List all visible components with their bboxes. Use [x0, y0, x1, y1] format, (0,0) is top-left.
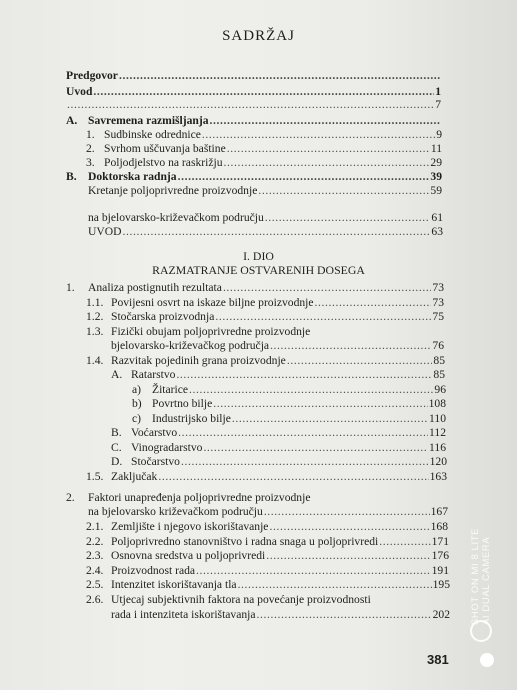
toc-entry-page: 108	[428, 397, 446, 410]
toc-entry-page: 29	[430, 156, 442, 169]
toc-entry-number: 1.5.	[86, 470, 104, 483]
toc-entry-page: 167	[430, 505, 448, 518]
toc-entry-title: Sudbinske odrednice	[104, 128, 201, 141]
toc-entry-title: Proizvodnost rada	[111, 564, 196, 577]
toc-entry-page: 61	[431, 211, 443, 224]
toc-entry-page: 195	[432, 578, 450, 591]
dot-leader	[257, 608, 432, 622]
toc-entry-title: Fizički obujam poljoprivredne proizvodnje	[111, 325, 311, 338]
dot-leader	[265, 211, 431, 225]
dot-leader	[258, 184, 429, 198]
toc-entry-page: 63	[431, 225, 443, 238]
toc-entry	[86, 325, 444, 339]
toc-entry	[86, 296, 444, 310]
toc-entry	[86, 593, 450, 607]
toc-entry	[86, 128, 442, 142]
dot-leader	[223, 281, 431, 295]
toc-entry-title: Svrhom uščuvanja baštine	[104, 142, 226, 155]
toc-entry-number: D.	[111, 455, 123, 468]
toc-entry	[86, 520, 448, 534]
toc-entry-title: Kretanje poljoprivredne proizvodnje	[88, 184, 258, 197]
toc-entry-title: Stočarstvo	[131, 455, 180, 468]
toc-entry	[88, 505, 448, 519]
part-heading: RAZMATRANJE OSTVARENIH DOSEGA	[152, 263, 365, 277]
toc-entry-title: Intenzitet iskorištavanja tla	[111, 578, 237, 591]
toc-entry	[111, 455, 447, 469]
toc-entry-title: Zaključak	[111, 470, 158, 483]
toc-entry-page: 73	[432, 281, 444, 294]
part-heading: I. DIO	[243, 249, 274, 263]
toc-entry-number: c)	[132, 412, 142, 425]
toc-entry	[66, 98, 441, 112]
dot-leader	[264, 505, 430, 519]
dot-leader	[67, 98, 434, 112]
toc-entry-number: B.	[111, 426, 122, 439]
toc-entry-number: 2.	[86, 142, 95, 155]
dot-leader	[178, 426, 428, 440]
toc-entry-number: 1.4.	[86, 354, 104, 367]
toc-entry-page: 11	[430, 142, 442, 155]
toc-entry-page: 85	[433, 354, 445, 367]
toc-entry	[66, 69, 441, 83]
dot-leader	[238, 578, 432, 592]
toc-entry	[88, 225, 443, 239]
dot-leader	[210, 114, 440, 128]
toc-entry-number: 1.1.	[86, 296, 104, 309]
toc-entry-number: B.	[66, 170, 77, 183]
toc-entry-title: Povrtno bilje	[152, 397, 213, 410]
toc-entry	[86, 354, 445, 368]
dot-leader	[176, 368, 432, 382]
dot-leader	[266, 549, 430, 563]
toc-entry-title: Analiza postignutih rezultata	[88, 281, 222, 294]
toc-entry-page: 191	[431, 564, 449, 577]
dot-leader	[379, 535, 430, 549]
toc-entry	[111, 426, 446, 440]
watermark-text: SHOT ON MI 8 LITE AI DUAL CAMERA	[470, 527, 492, 625]
dot-leader	[269, 520, 429, 534]
toc-entry-title: Stočarska proizvodnja	[111, 310, 215, 323]
toc-entry	[86, 156, 442, 170]
toc-entry-number: C.	[111, 441, 122, 454]
toc-entry-title: Ratarstvo	[131, 368, 176, 381]
toc-entry-title: Poljodjelstvo na raskrižju	[104, 156, 223, 169]
dot-leader	[213, 397, 427, 411]
toc-entry	[111, 608, 450, 622]
dot-leader	[119, 69, 440, 83]
toc-entry	[66, 491, 447, 505]
toc-entry-title: Predgovor	[66, 69, 118, 82]
light-dot-icon	[480, 653, 494, 667]
toc-entry-title: Žitarice	[152, 383, 189, 396]
toc-entry-title: UVOD	[88, 225, 122, 238]
toc-entry-page: 116	[429, 441, 446, 454]
dot-leader	[287, 354, 433, 368]
toc-entry-title: Povijesni osvrt na iskaze biljne proizvodnje	[111, 296, 314, 309]
dot-leader	[203, 441, 428, 455]
toc-entry	[66, 114, 441, 128]
toc-entry-page: 171	[431, 535, 449, 548]
toc-entry-number: 1.	[66, 281, 75, 294]
dot-leader	[224, 156, 430, 170]
toc-entry	[66, 170, 442, 184]
page-title: SADRŽAJ	[222, 28, 295, 44]
dot-leader	[181, 455, 429, 469]
toc-entry-title: na bjelovarsko križevačkom području	[88, 505, 263, 518]
toc-entry	[66, 85, 441, 99]
toc-entry-title: Utjecaj subjektivnih faktora na povećanje proizvodnosti	[111, 593, 371, 606]
toc-entry	[86, 549, 449, 563]
dot-leader	[196, 564, 431, 578]
toc-entry-number: a)	[132, 383, 142, 396]
toc-entry	[66, 281, 444, 295]
dot-leader	[232, 412, 428, 426]
toc-entry	[86, 470, 447, 484]
toc-entry-page: 110	[429, 412, 446, 425]
toc-entry-number: 2.5.	[86, 578, 104, 591]
dot-leader	[227, 142, 430, 156]
toc-entry-page: 163	[429, 470, 447, 483]
toc-entry-number: 2.3.	[86, 549, 104, 562]
toc-entry-page: 85	[433, 368, 445, 381]
toc-entry	[111, 368, 445, 382]
toc-entry	[132, 397, 446, 411]
toc-entry-page: 168	[430, 520, 448, 533]
toc-entry-page: 59	[430, 184, 442, 197]
dot-leader	[189, 383, 433, 397]
toc-entry-page: 73	[432, 296, 444, 309]
dot-leader	[202, 128, 435, 142]
toc-entry-number: 2.1.	[86, 520, 104, 533]
dot-leader	[93, 85, 434, 99]
toc-entry	[132, 383, 446, 397]
toc-entry-title: rada i intenziteta iskorištavanja	[111, 608, 256, 621]
toc-entry-number: A.	[111, 368, 123, 381]
toc-entry-number: b)	[132, 397, 142, 410]
dot-leader	[270, 339, 431, 353]
toc-entry	[86, 535, 449, 549]
toc-entry-page: 96	[434, 383, 446, 396]
toc-entry-page: 76	[432, 339, 444, 352]
page-number: 381	[427, 652, 449, 667]
toc-entry	[86, 564, 449, 578]
dot-leader	[123, 225, 431, 239]
toc-entry-title: Uvod	[66, 85, 93, 98]
toc-entry-number: 3.	[86, 156, 95, 169]
toc-entry-title: Osnovna sredstva u poljoprivredi	[111, 549, 266, 562]
toc-entry-number: 1.	[86, 128, 95, 141]
dot-leader	[315, 296, 432, 310]
toc-entry	[88, 184, 442, 198]
toc-entry-title: Voćarstvo	[131, 426, 178, 439]
toc-entry-title: Industrijsko bilje	[152, 412, 231, 425]
toc-entry-number: A.	[66, 114, 78, 127]
camera-watermark	[470, 495, 494, 635]
toc-entry	[88, 211, 443, 225]
toc-entry-title: na bjelovarsko-križevačkom području	[88, 211, 264, 224]
toc-entry-title: bjelovarsko-križevačkog područja	[111, 339, 270, 352]
toc-entry	[86, 310, 444, 324]
toc-entry-page: 112	[429, 426, 446, 439]
toc-entry-number: 1.3.	[86, 325, 104, 338]
toc-entry-number: 1.2.	[86, 310, 104, 323]
toc-entry-number: 2.2.	[86, 535, 104, 548]
toc-entry-page: 75	[432, 310, 444, 323]
toc-entry-page: 9	[436, 128, 442, 141]
toc-entry-title: Zemljište i njegovo iskorištavanje	[111, 520, 269, 533]
toc-entry-number: 2.	[66, 491, 75, 504]
toc-entry	[111, 339, 444, 353]
toc-entry-title: Poljoprivredno stanovništvo i radna snaga u poljoprivredi	[111, 535, 379, 548]
toc-entry-number: 2.4.	[86, 564, 104, 577]
toc-entry-title: Savremena razmišljanja	[88, 114, 209, 127]
toc-entry-title: Vinogradarstvo	[131, 441, 203, 454]
toc-entry-title: Razvitak pojedinih grana proizvodnje	[111, 354, 286, 367]
watermark-circle-icon	[470, 620, 492, 642]
dot-leader	[178, 170, 430, 184]
toc-entry	[86, 142, 442, 156]
toc-entry-title: Doktorska radnja	[88, 170, 177, 183]
toc-entry-page: 120	[429, 455, 447, 468]
toc-entry-number: 2.6.	[86, 593, 104, 606]
dot-leader	[158, 470, 428, 484]
toc-entry-page: 7	[435, 98, 441, 111]
toc-entry	[111, 441, 446, 455]
dot-leader	[215, 310, 431, 324]
toc-entry-title: Faktori unapređenja poljoprivredne proizvodnje	[88, 491, 311, 504]
toc-entry-page: 1	[435, 85, 441, 98]
toc-entry	[86, 578, 450, 592]
toc-entry	[132, 412, 446, 426]
toc-entry-page: 202	[432, 608, 450, 621]
toc-entry-page: 39	[430, 170, 442, 183]
toc-entry-page: 176	[431, 549, 449, 562]
